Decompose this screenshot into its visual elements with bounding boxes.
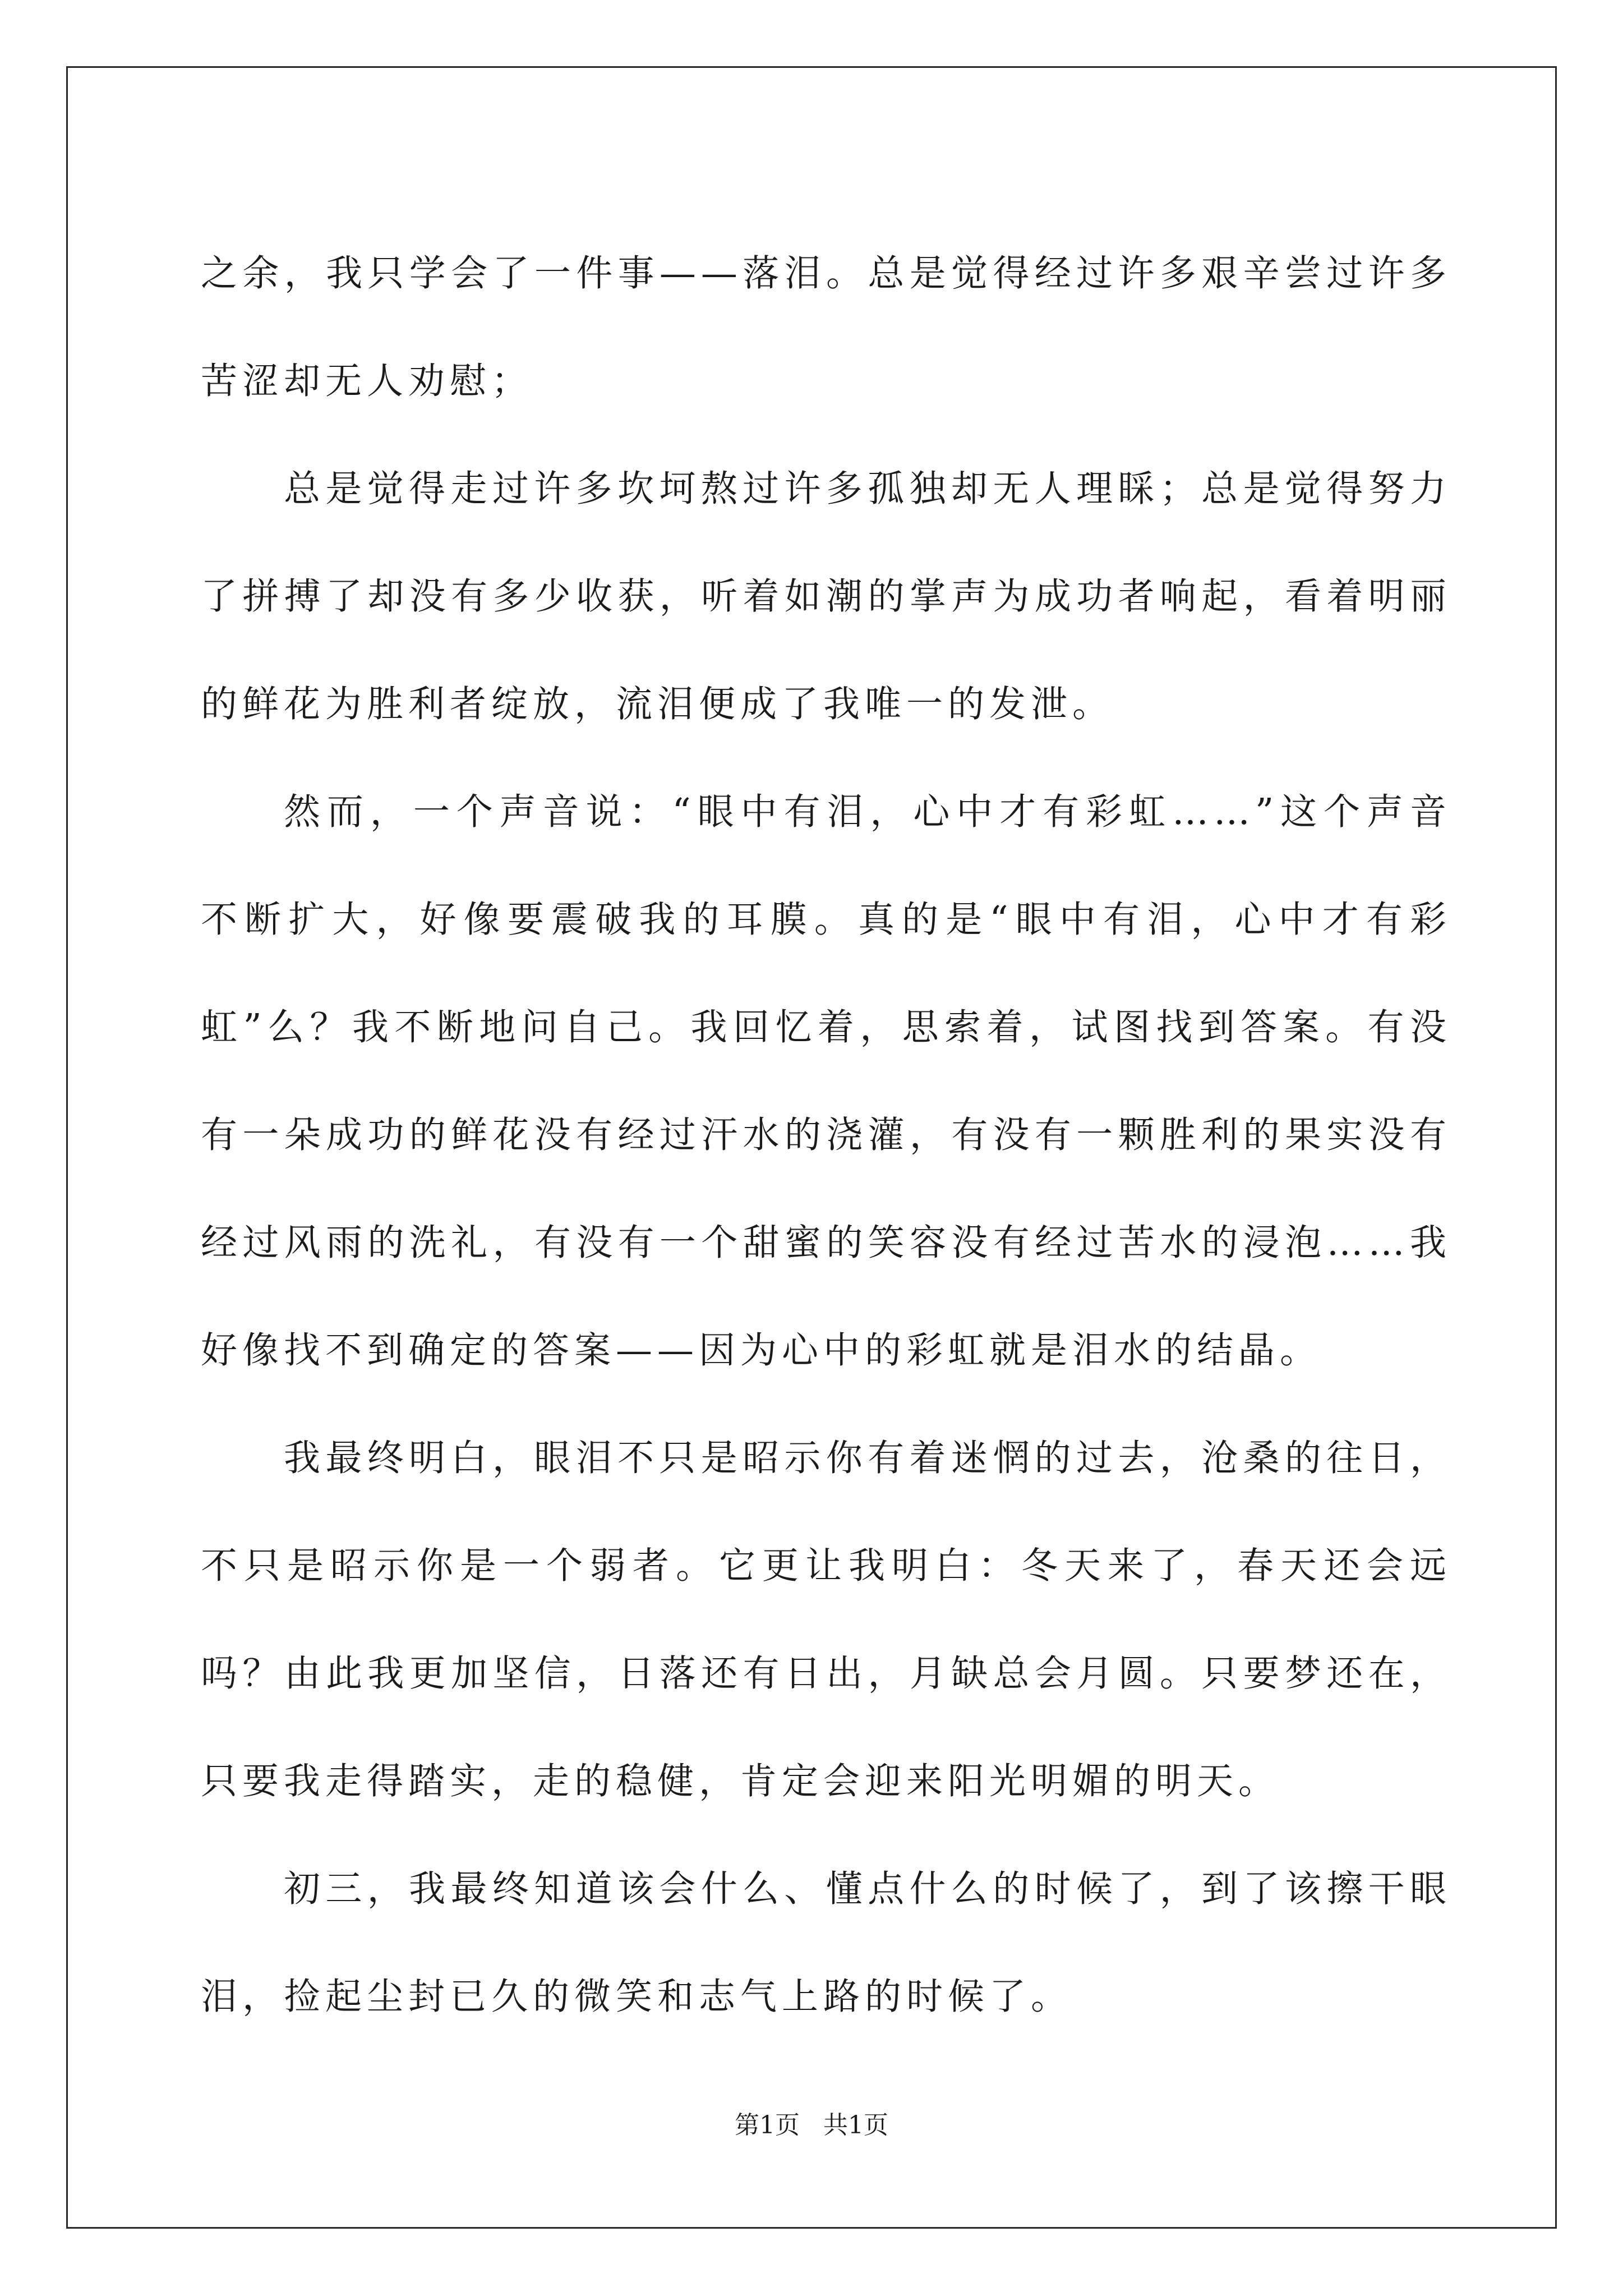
paragraph-5: 初三，我最终知道该会什么、懂点什么的时候了，到了该擦干眼泪，捡起尘封已久的微笑和志气上路的时候了。: [201, 1868, 1451, 2018]
paragraph-2: 总是觉得走过许多坎坷熬过许多孤独却无人理睬；总是觉得努力了拼搏了却没有多少收获，听着如潮的掌声为成功者响起，看着明丽的鲜花为胜利者绽放，流泪便成了我唯一的发泄。: [201, 468, 1451, 725]
paragraph-1: 之余，我只学会了一件事——落泪。总是觉得经过许多艰辛尝过许多苦涩却无人劝慰；: [201, 252, 1451, 402]
page-number-footer: 第1页 共1页: [735, 2111, 888, 2139]
document-body: [201, 220, 1451, 2051]
paragraph-3: 然而，一个声音说：“眼中有泪，心中才有彩虹……”这个声音不断扩大，好像要震破我的耳膜。真的是“眼中有泪，心中才有彩虹”么？我不断地问自己。我回忆着，思索着，试图找到答案。有没有一朵成功的鲜花没有经过汗水的浇灌，有没有一颗胜利的果实没有经过风雨的洗礼，有没有一个甜蜜的笑容没有经过苦水的浸泡……我好像找不到确定的答案——因为心中的彩虹就是泪水的结晶。: [201, 791, 1451, 1372]
paragraph-4: 我最终明白，眼泪不只是昭示你有着迷惘的过去，沧桑的往日，不只是昭示你是一个弱者。它更让我明白：冬天来了，春天还会远吗？由此我更加坚信，日落还有日出，月缺总会月圆。只要梦还在，只要我走得踏实，走的稳健，肯定会迎来阳光明媚的明天。: [201, 1437, 1451, 1802]
